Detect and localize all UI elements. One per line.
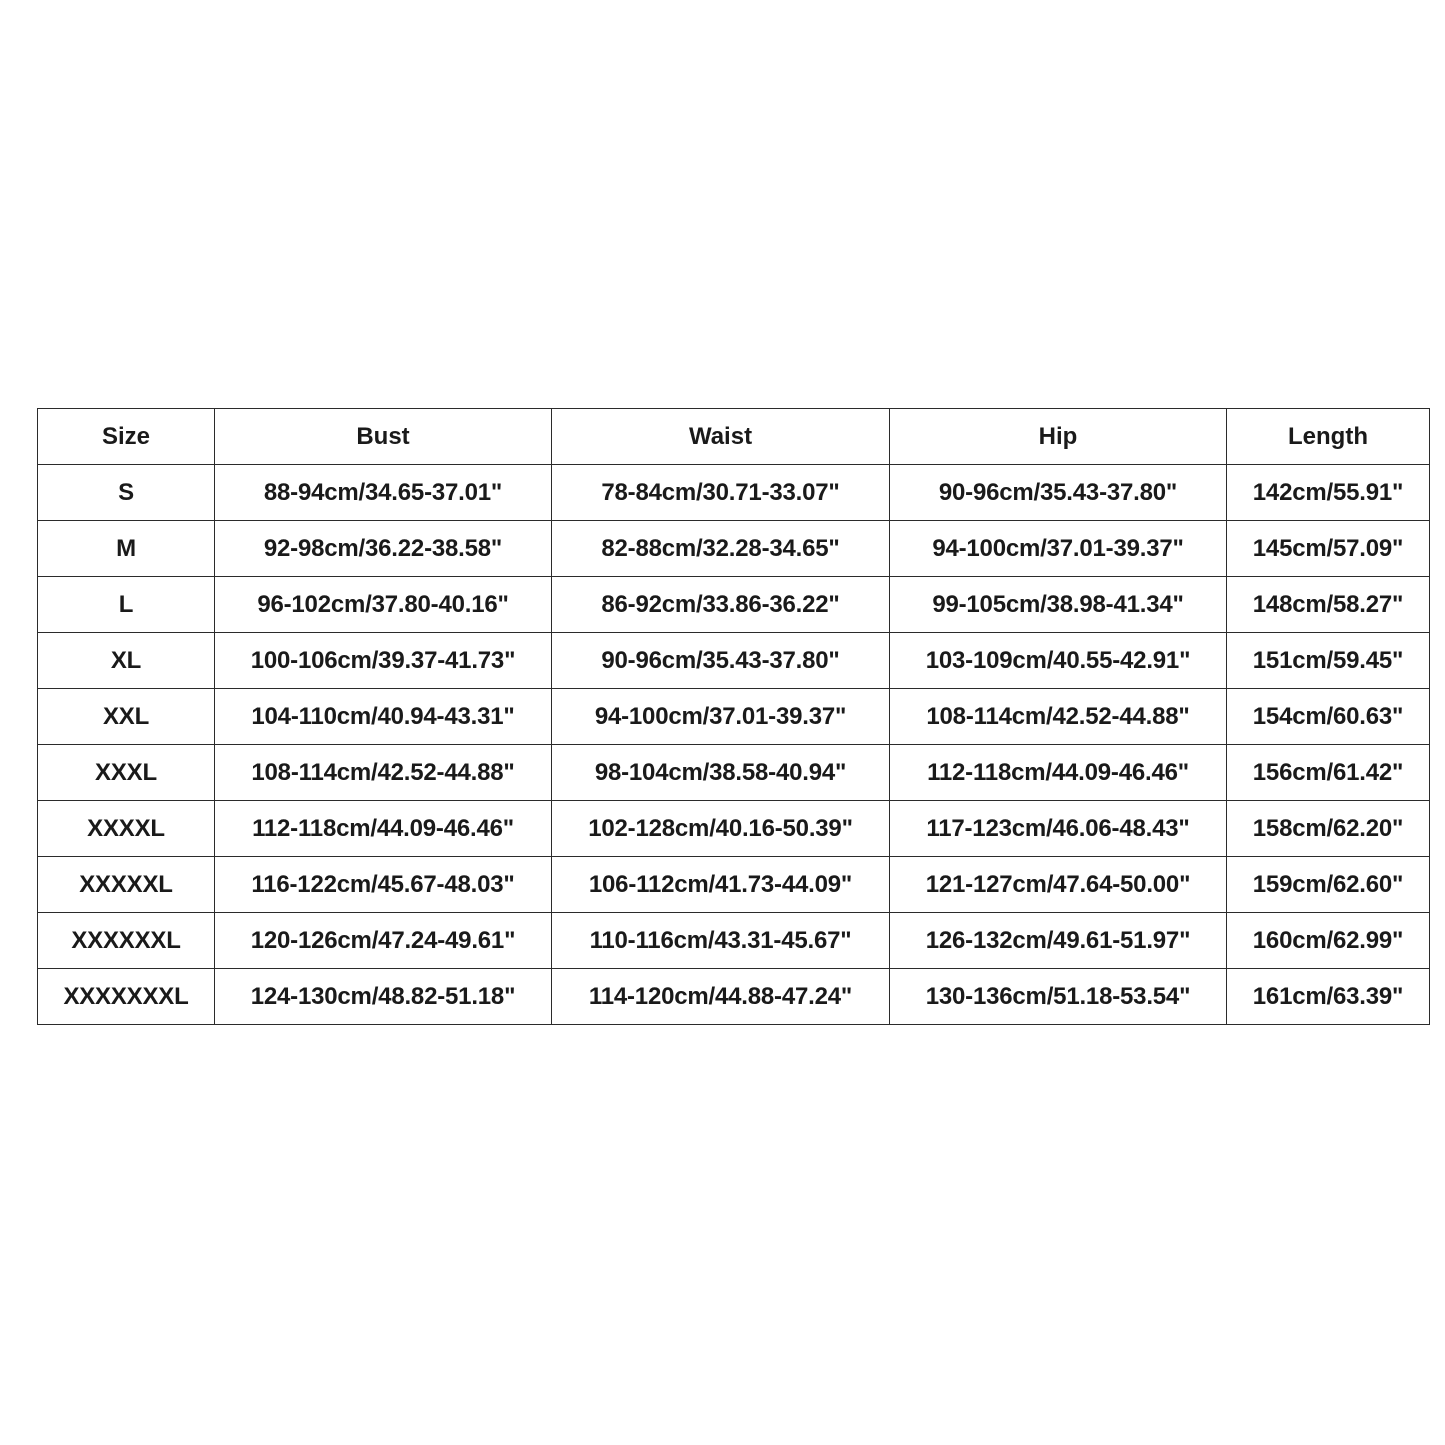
header-waist: Waist [552, 409, 890, 465]
table-row [38, 913, 1430, 969]
bust-cell: 116-122cm/45.67-48.03" [215, 857, 552, 913]
waist-cell: 90-96cm/35.43-37.80" [552, 633, 890, 689]
length-cell: 145cm/57.09" [1227, 521, 1430, 577]
bust-cell: 104-110cm/40.94-43.31" [215, 689, 552, 745]
waist-cell: 78-84cm/30.71-33.07" [552, 465, 890, 521]
bust-cell: 92-98cm/36.22-38.58" [215, 521, 552, 577]
length-cell: 151cm/59.45" [1227, 633, 1430, 689]
table-row [38, 857, 1430, 913]
waist-cell: 114-120cm/44.88-47.24" [552, 969, 890, 1025]
length-cell: 154cm/60.63" [1227, 689, 1430, 745]
bust-cell: 120-126cm/47.24-49.61" [215, 913, 552, 969]
waist-cell: 102-128cm/40.16-50.39" [552, 801, 890, 857]
table-row [38, 633, 1430, 689]
length-cell: 148cm/58.27" [1227, 577, 1430, 633]
hip-cell: 99-105cm/38.98-41.34" [890, 577, 1227, 633]
table-row [38, 465, 1430, 521]
waist-cell: 94-100cm/37.01-39.37" [552, 689, 890, 745]
length-cell: 142cm/55.91" [1227, 465, 1430, 521]
hip-cell: 108-114cm/42.52-44.88" [890, 689, 1227, 745]
bust-cell: 88-94cm/34.65-37.01" [215, 465, 552, 521]
size-cell: XXXXL [38, 801, 215, 857]
length-cell: 161cm/63.39" [1227, 969, 1430, 1025]
waist-cell: 106-112cm/41.73-44.09" [552, 857, 890, 913]
table-row [38, 577, 1430, 633]
hip-cell: 112-118cm/44.09-46.46" [890, 745, 1227, 801]
header-row [38, 409, 1430, 465]
size-chart-header [38, 409, 1430, 465]
bust-cell: 96-102cm/37.80-40.16" [215, 577, 552, 633]
bust-cell: 112-118cm/44.09-46.46" [215, 801, 552, 857]
waist-cell: 82-88cm/32.28-34.65" [552, 521, 890, 577]
length-cell: 158cm/62.20" [1227, 801, 1430, 857]
table-row [38, 689, 1430, 745]
table-row [38, 521, 1430, 577]
size-cell: XXXXXXL [38, 913, 215, 969]
table-row [38, 801, 1430, 857]
size-chart-body [38, 465, 1430, 1025]
size-cell: XXXXXL [38, 857, 215, 913]
hip-cell: 117-123cm/46.06-48.43" [890, 801, 1227, 857]
size-cell: S [38, 465, 215, 521]
size-cell: XXXXXXXL [38, 969, 215, 1025]
header-hip: Hip [890, 409, 1227, 465]
header-length: Length [1227, 409, 1430, 465]
waist-cell: 98-104cm/38.58-40.94" [552, 745, 890, 801]
size-cell: XL [38, 633, 215, 689]
length-cell: 159cm/62.60" [1227, 857, 1430, 913]
waist-cell: 86-92cm/33.86-36.22" [552, 577, 890, 633]
size-cell: M [38, 521, 215, 577]
header-size: Size [38, 409, 215, 465]
hip-cell: 130-136cm/51.18-53.54" [890, 969, 1227, 1025]
bust-cell: 124-130cm/48.82-51.18" [215, 969, 552, 1025]
hip-cell: 90-96cm/35.43-37.80" [890, 465, 1227, 521]
size-chart-table [37, 408, 1430, 1025]
waist-cell: 110-116cm/43.31-45.67" [552, 913, 890, 969]
hip-cell: 121-127cm/47.64-50.00" [890, 857, 1227, 913]
hip-cell: 94-100cm/37.01-39.37" [890, 521, 1227, 577]
bust-cell: 100-106cm/39.37-41.73" [215, 633, 552, 689]
table-row [38, 969, 1430, 1025]
header-bust: Bust [215, 409, 552, 465]
bust-cell: 108-114cm/42.52-44.88" [215, 745, 552, 801]
hip-cell: 103-109cm/40.55-42.91" [890, 633, 1227, 689]
table-row [38, 745, 1430, 801]
size-cell: XXL [38, 689, 215, 745]
size-cell: XXXL [38, 745, 215, 801]
length-cell: 160cm/62.99" [1227, 913, 1430, 969]
size-cell: L [38, 577, 215, 633]
hip-cell: 126-132cm/49.61-51.97" [890, 913, 1227, 969]
length-cell: 156cm/61.42" [1227, 745, 1430, 801]
